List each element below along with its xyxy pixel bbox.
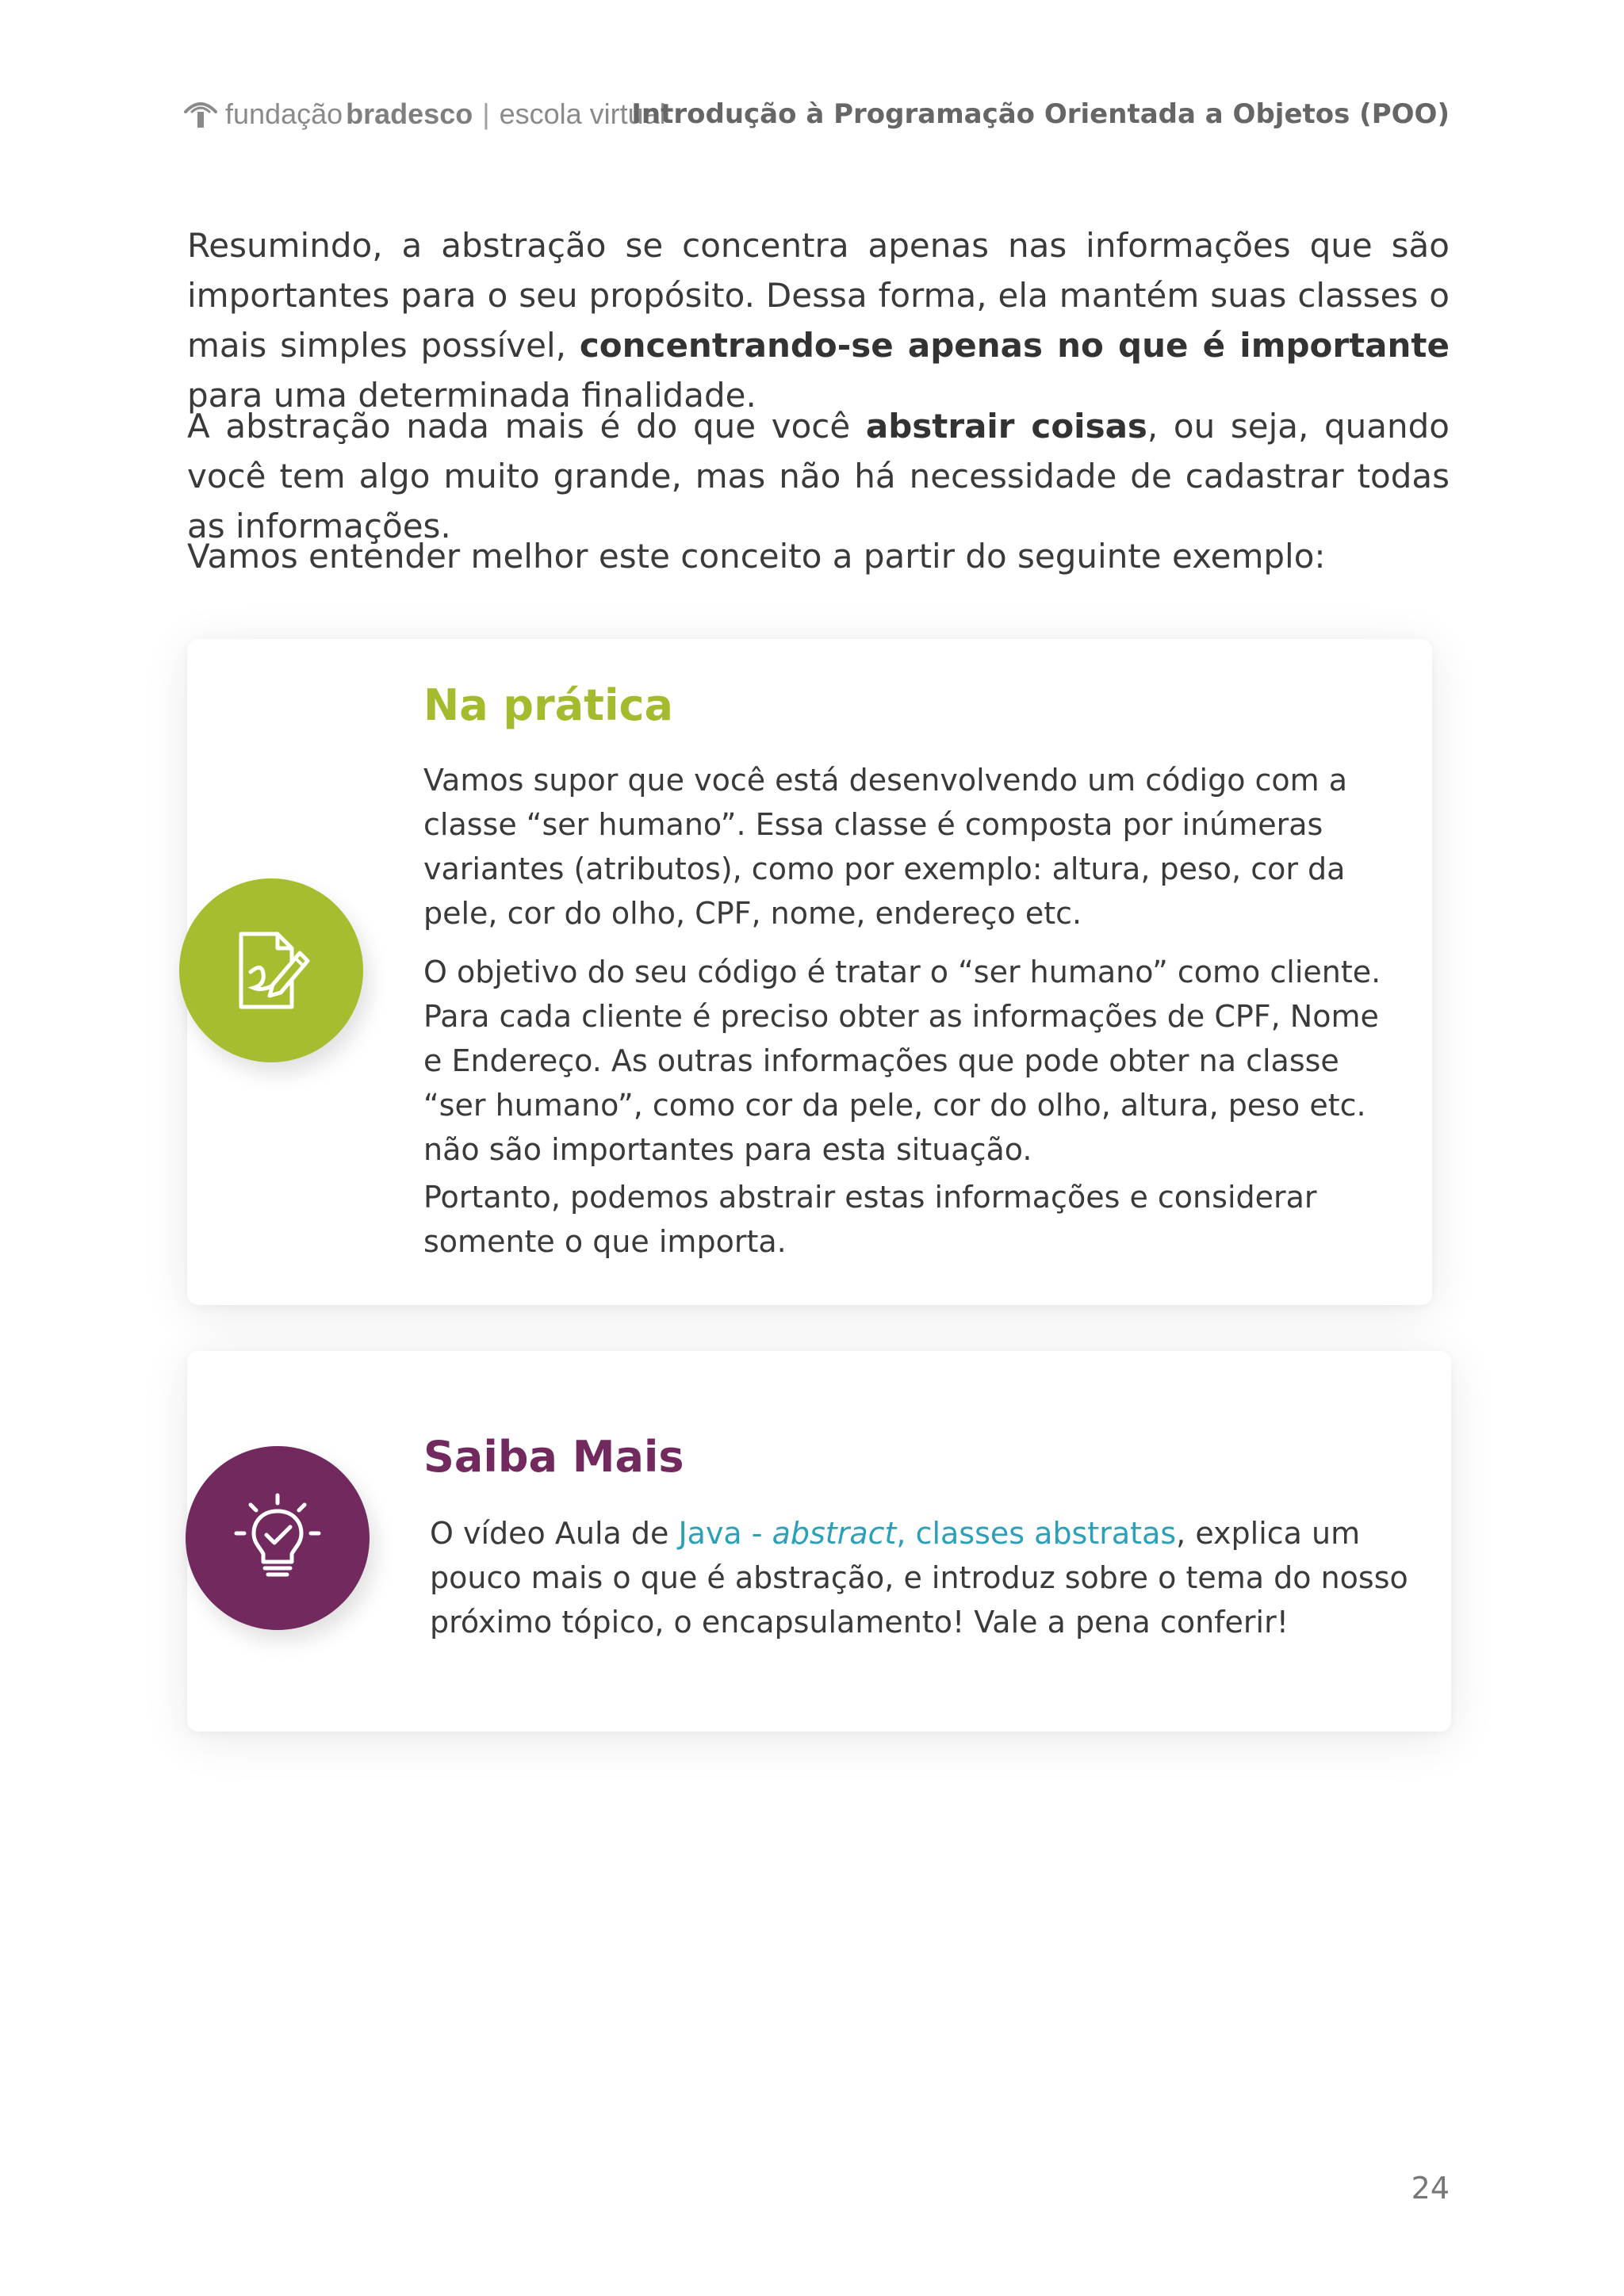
lightbulb-check-icon [230, 1490, 325, 1586]
na-pratica-paragraph-3: Portanto, podemos abstrair estas informações e considerar somente o que importa. [423, 1180, 1317, 1259]
intro-paragraph-2: A abstração nada mais é do que você abstrair coisas, ou seja, quando você tem algo muito grande, mas não há necessidade de cadastrar todas as informações. [187, 407, 1450, 545]
intro-paragraph-3: Vamos entender melhor este conceito a partir do seguinte exemplo: [187, 537, 1326, 576]
na-pratica-paragraph-2: O objetivo do seu código é tratar o “ser humano” como cliente. Para cada cliente é preciso obter as informações de CPF, Nome e Endereço. As outras informações que pode obter na classe “ser humano”, como cor da pele, cor do olho, altura, peso etc. não são importantes para esta situação. [423, 955, 1381, 1167]
bold-phrase: abstrair coisas [865, 407, 1147, 446]
saiba-mais-text: O vídeo Aula de Java - abstract, classes abstratas, explica um pouco mais o que é abstração, e introduz sobre o tema do nosso próximo tópico, o encapsulamento! Vale a pena conferir! [430, 1516, 1408, 1640]
saiba-mais-badge [186, 1446, 370, 1630]
page-number: 24 [1411, 2171, 1450, 2206]
logo-fundacao: fundação [225, 98, 343, 130]
logo-separator: | [482, 98, 490, 130]
logo-escola-virtual: escola virtual [499, 98, 666, 130]
intro-paragraph-1: Resumindo, a abstração se concentra apenas nas informações que são importantes para o seu propósito. Dessa forma, ela mantém suas classes o mais simples possível, concentrando-se apenas no que é importante para uma determinada finalidade. [187, 226, 1450, 415]
page-header [181, 87, 1450, 143]
tree-logo-icon [181, 94, 220, 134]
na-pratica-paragraph-1: Vamos supor que você está desenvolvendo um código com a classe “ser humano”. Essa classe é composta por inúmeras variantes (atributos), como por exemplo: altura, peso, cor da pele, cor do olho, CPF, nome, endereço etc. [423, 763, 1348, 931]
saiba-mais-title: Saiba Mais [423, 1432, 684, 1482]
bold-phrase: concentrando-se apenas no que é importante [579, 326, 1450, 365]
fundacao-bradesco-logo [181, 90, 666, 138]
na-pratica-badge [179, 878, 363, 1062]
java-abstract-video-link[interactable]: Java - abstract, classes abstratas [678, 1516, 1177, 1551]
document-pencil-icon [224, 923, 319, 1018]
document-title: Introdução à Programação Orientada a Objetos (POO) [631, 98, 1450, 130]
na-pratica-title: Na prática [423, 680, 673, 730]
logo-bradesco: bradesco [346, 98, 473, 130]
